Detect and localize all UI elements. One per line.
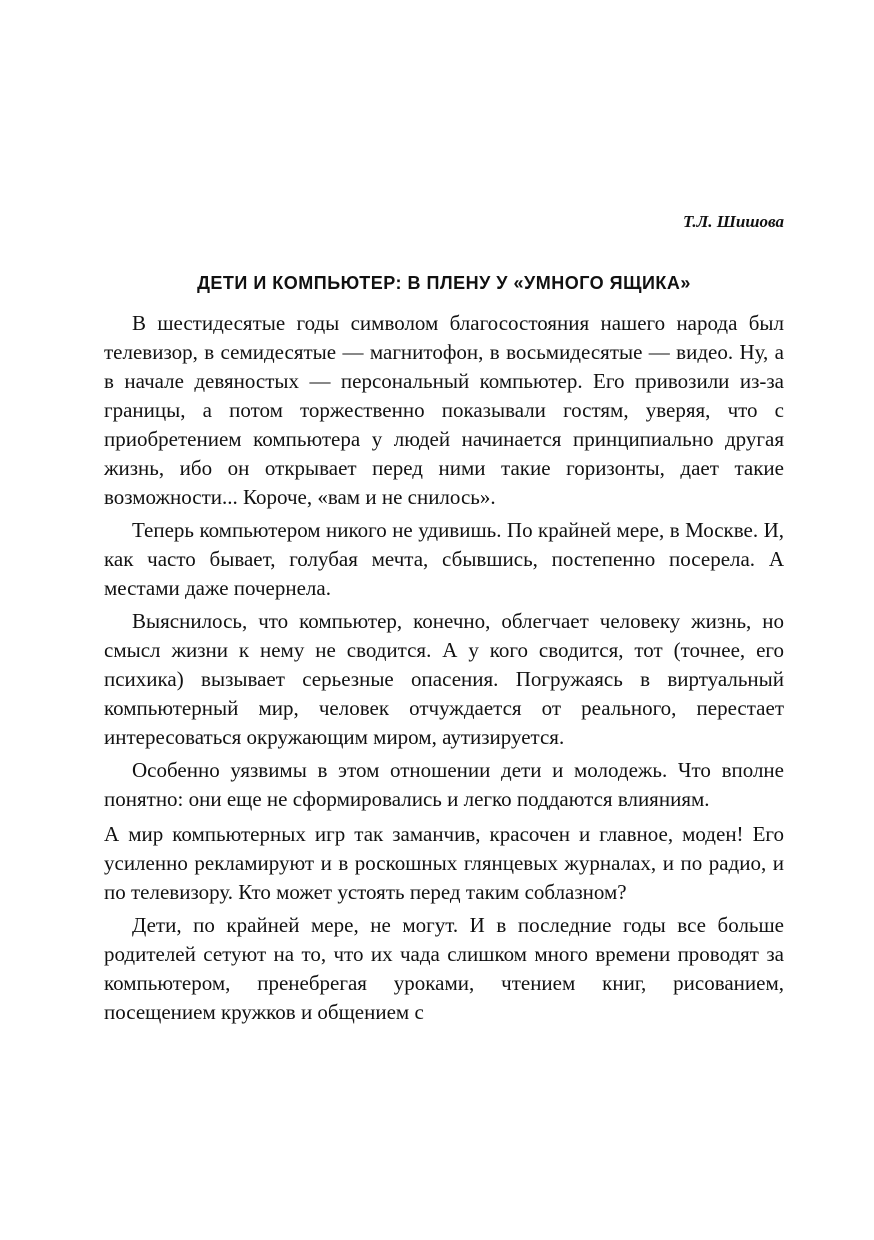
author-name: Т.Л. Шишова — [683, 212, 784, 231]
article-title: ДЕТИ И КОМПЬЮТЕР: В ПЛЕНУ У «УМНОГО ЯЩИКА» — [197, 273, 691, 293]
paragraph-4: Особенно уязвимы в этом отношении дети и молодежь. Что вполне понятно: они еще не сформировались и легко поддаются влияниям. — [104, 758, 784, 811]
paragraph-1: В шестидесятые годы символом благосостояния нашего народа был телевизор, в семидесятые — магнитофон, в восьмидесятые — видео. Ну, а в начале девяностых — персональный компьютер. Его привозили из-за границы, а потом торжественно показывали гостям, уверяя, что с приобретением компьютера у людей начинается принципиально другая жизнь, ибо он открывает перед ними такие горизонты, дает такие возможности... Короче, «вам и не снилось». — [104, 311, 784, 509]
document-page — [104, 0, 784, 1240]
article-body — [104, 309, 784, 1031]
paragraph-3: Выяснилось, что компьютер, конечно, облегчает человеку жизнь, но смысл жизни к нему не сводится. А у кого сводится, тот (точнее, его психика) вызывает серьезные опасения. Погружаясь в виртуальный компьютерный мир, человек отчуждается от реального, перестает интересоваться окружающим миром, аутизируется. — [104, 609, 784, 749]
paragraph-6: Дети, по крайней мере, не могут. И в последние годы все больше родителей сетуют на то, что их чада слишком много времени проводят за компьютером, пренебрегая уроками, чтением книг, рисованием, посещением кружков и общением с — [104, 913, 784, 1024]
paragraph-2: Теперь компьютером никого не удивишь. По крайней мере, в Москве. И, как часто бывает, голубая мечта, сбывшись, постепенно посерела. А местами даже почернела. — [104, 518, 784, 600]
paragraph-5: А мир компьютерных игр так заманчив, красочен и главное, моден! Его усиленно рекламируют и в роскошных глянцевых журналах, и по радио, и по телевизору. Кто может устоять перед таким соблазном? — [104, 822, 784, 904]
